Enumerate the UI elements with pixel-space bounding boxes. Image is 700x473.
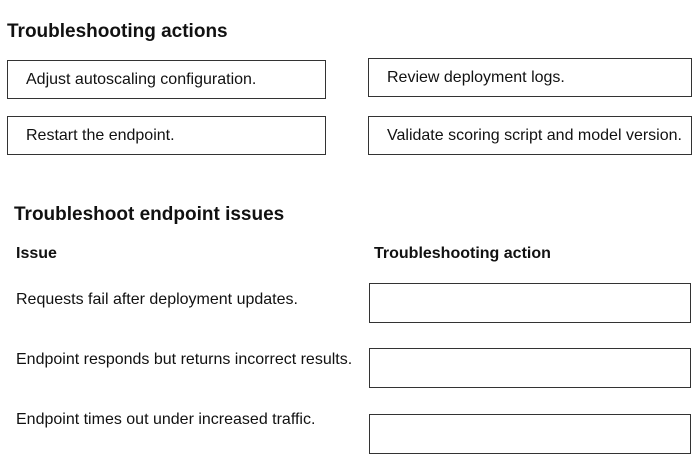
action-drop-target[interactable] — [369, 414, 691, 454]
action-drop-target[interactable] — [369, 348, 691, 388]
issue-label: Endpoint times out under increased traffic. — [16, 411, 316, 428]
issues-section-title: Troubleshoot endpoint issues — [14, 204, 285, 225]
action-column-header: Troubleshooting action — [374, 245, 551, 262]
action-tile-restart-endpoint[interactable]: Restart the endpoint. — [7, 116, 326, 155]
action-tile-review-logs[interactable]: Review deployment logs. — [368, 58, 692, 97]
action-tile-validate-scoring[interactable]: Validate scoring script and model version. — [368, 116, 692, 155]
action-tile-adjust-autoscaling[interactable]: Adjust autoscaling configuration. — [7, 60, 326, 99]
actions-section-title: Troubleshooting actions — [7, 21, 228, 42]
issue-column-header: Issue — [16, 245, 57, 262]
action-drop-target[interactable] — [369, 283, 691, 323]
issue-label: Requests fail after deployment updates. — [16, 291, 298, 308]
issue-label: Endpoint responds but returns incorrect results. — [16, 351, 353, 368]
